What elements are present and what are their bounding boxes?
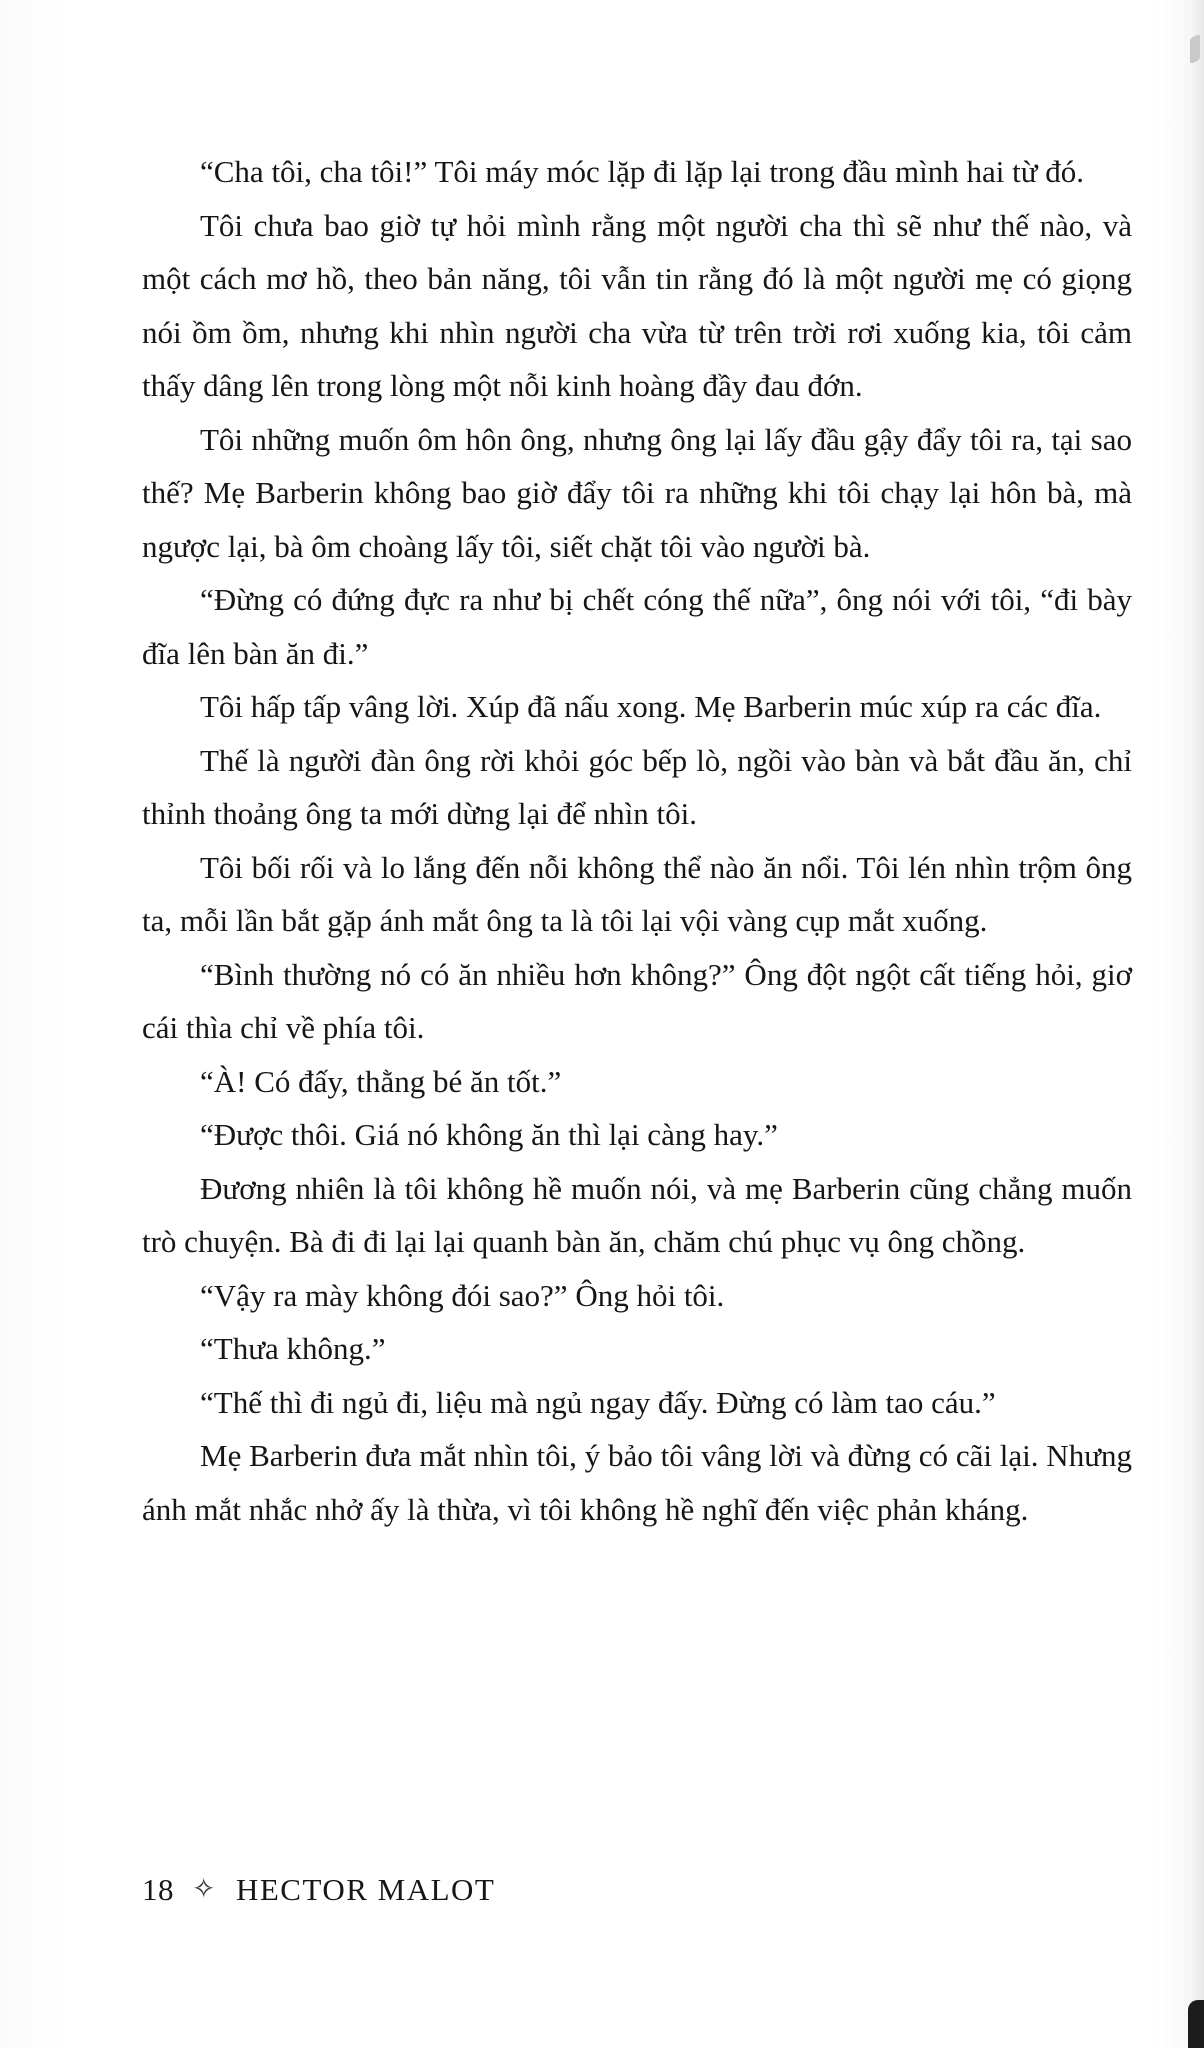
paragraph-4: “Đừng có đứng đực ra như bị chết cóng thế nữa”, ông nói với tôi, “đi bày đĩa lên bàn ăn đi.” (142, 582, 1132, 671)
body-text (142, 145, 1132, 1536)
paragraph-3: Tôi những muốn ôm hôn ông, nhưng ông lại lấy đầu gậy đẩy tôi ra, tại sao thế? Mẹ Barberin không bao giờ đẩy tôi ra những khi tôi chạy lại hôn bà, mà ngược lại, bà ôm choàng lấy tôi, siết chặt tôi vào người bà. (142, 421, 1132, 564)
paragraph-13: “Thưa không.” (200, 1331, 386, 1366)
paragraph-8: “Bình thường nó có ăn nhiều hơn không?” Ông đột ngột cất tiếng hỏi, giơ cái thìa chỉ về phía tôi. (142, 956, 1132, 1045)
paragraph-14: “Thế thì đi ngủ đi, liệu mà ngủ ngay đấy. Đừng có làm tao cáu.” (200, 1384, 996, 1420)
running-title-author: HECTOR MALOT (235, 1872, 496, 1907)
page-number: 18 (142, 1872, 174, 1907)
paragraph-15: Mẹ Barberin đưa mắt nhìn tôi, ý bảo tôi vâng lời và đừng có cãi lại. Nhưng ánh mắt nhắc nhở ấy là thừa, vì tôi không hề nghĩ đến việc phản kháng. (142, 1438, 1132, 1527)
page-edge-shadow (1190, 0, 1204, 2048)
paragraph-2: Tôi chưa bao giờ tự hỏi mình rằng một người cha thì sẽ như thế nào, và một cách mơ hồ, theo bản năng, tôi vẫn tin rằng đó là một người mẹ có giọng nói ồm ồm, nhưng khi nhìn người cha vừa từ trên trời rơi xuống kia, tôi cảm thấy dâng lên trong lòng một nỗi kinh hoàng đầy đau đớn. (142, 207, 1132, 403)
paragraph-5: Tôi hấp tấp vâng lời. Xúp đã nấu xong. Mẹ Barberin múc xúp ra các đĩa. (200, 689, 1102, 724)
page-footer (142, 1870, 495, 1910)
paragraph-1: “Cha tôi, cha tôi!” Tôi máy móc lặp đi lặp lại trong đầu mình hai từ đó. (200, 154, 1085, 189)
paragraph-7: Tôi bối rối và lo lắng đến nỗi không thể nào ăn nổi. Tôi lén nhìn trộm ông ta, mỗi lần bắt gặp ánh mắt ông ta là tôi lại vội vàng cụp mắt xuống. (142, 849, 1132, 938)
page-corner-mark (1190, 34, 1200, 65)
paragraph-6: Thế là người đàn ông rời khỏi góc bếp lò, ngồi vào bàn và bắt đầu ăn, chỉ thỉnh thoảng ông ta mới dừng lại để nhìn tôi. (142, 742, 1132, 831)
page-corner-tab (1188, 2000, 1204, 2048)
star-ornament-icon: ✧ (192, 1874, 216, 1905)
paragraph-12: “Vậy ra mày không đói sao?” Ông hỏi tôi. (200, 1277, 725, 1313)
paragraph-9: “À! Có đấy, thằng bé ăn tốt.” (200, 1063, 562, 1099)
paragraph-10: “Được thôi. Giá nó không ăn thì lại càng hay.” (200, 1117, 778, 1152)
paragraph-11: Đương nhiên là tôi không hề muốn nói, và mẹ Barberin cũng chẳng muốn trò chuyện. Bà đi đi lại lại quanh bàn ăn, chăm chú phục vụ ông chồng. (142, 1170, 1132, 1259)
